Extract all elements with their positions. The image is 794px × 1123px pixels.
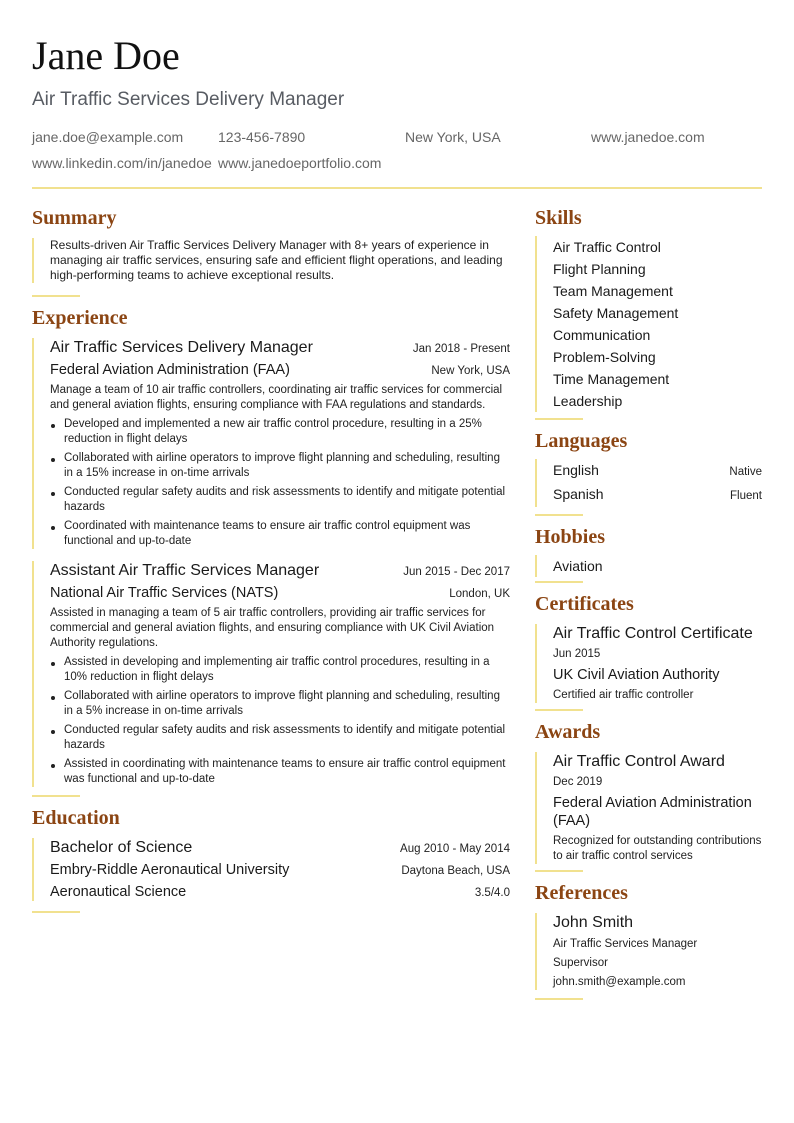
- certificate-entry: [535, 624, 762, 703]
- language-level: Native: [729, 466, 762, 478]
- reference-relation: Supervisor: [553, 957, 608, 969]
- certificate-title: Air Traffic Control Certificate: [553, 625, 753, 642]
- portfolio-link[interactable]: www.janedoeportfolio.com: [218, 155, 382, 171]
- job-description: Manage a team of 10 air traffic controllers, coordinating air traffic services for commercial and general aviation flights, ensuring compliance with FAA regulations and standards.: [50, 384, 503, 411]
- section-divider: [535, 709, 583, 711]
- section-divider: [535, 998, 583, 1000]
- awards-section: [535, 720, 762, 872]
- section-divider: [535, 581, 583, 583]
- location-text: New York, USA: [405, 129, 501, 145]
- education-entry: [32, 838, 510, 901]
- header-divider: [32, 187, 762, 189]
- certificate-date: Jun 2015: [553, 648, 601, 660]
- languages-section: [535, 429, 762, 516]
- gpa-value: 3.5/4.0: [474, 887, 510, 899]
- school-location: Daytona Beach, USA: [401, 865, 510, 877]
- certificates-heading: Certificates: [535, 593, 634, 615]
- skill-item: Communication: [553, 327, 651, 343]
- job-org-row: [50, 361, 510, 379]
- certificates-section: [535, 592, 762, 711]
- language-name: Spanish: [553, 486, 604, 502]
- linkedin-link[interactable]: www.linkedin.com/in/janedoe: [32, 155, 212, 171]
- section-divider: [535, 870, 583, 872]
- reference-email-link[interactable]: john.smith@example.com: [553, 976, 686, 988]
- job-bullets: [50, 655, 510, 787]
- job-org: National Air Traffic Services (NATS): [50, 585, 279, 601]
- job-description: Assisted in managing a team of 5 air traffic controllers, providing air traffic services for commercial and general aviation flights, and ensuring compliance with UK Civil Aviation Authority regulations.: [50, 607, 495, 649]
- reference-role: Air Traffic Services Manager: [553, 938, 698, 950]
- award-issuer: Federal Aviation Administration (FAA): [553, 795, 752, 829]
- bullet-item: Assisted in developing and implementing air traffic control procedures, resulting in a 10% reduction in flight delays: [50, 655, 510, 685]
- hobbies-list: [535, 555, 762, 577]
- summary-body: [32, 238, 510, 283]
- email-link[interactable]: jane.doe@example.com: [32, 129, 184, 145]
- job-header: [50, 338, 510, 358]
- summary-section: [32, 206, 510, 297]
- award-description: Recognized for outstanding contributions to air traffic control services: [553, 835, 762, 862]
- skill-item: Problem-Solving: [553, 349, 656, 365]
- hobby-item: Aviation: [553, 558, 603, 574]
- bullet-item: Collaborated with airline operators to improve flight planning and scheduling, resulting in a 15% increase in on-time arrivals: [50, 451, 510, 481]
- website-link[interactable]: www.janedoe.com: [591, 129, 705, 145]
- experience-heading: Experience: [32, 307, 128, 329]
- language-level: Fluent: [730, 490, 762, 502]
- award-title: Air Traffic Control Award: [553, 753, 725, 770]
- hobbies-heading: Hobbies: [535, 526, 606, 548]
- job-org-row: [50, 584, 510, 602]
- section-divider: [535, 514, 583, 516]
- phone-text: 123-456-7890: [218, 129, 306, 145]
- school-name: Embry-Riddle Aeronautical University: [50, 862, 290, 878]
- school-row: [50, 861, 510, 879]
- bullet-item: Conducted regular safety audits and risk assessments to identify and mitigate potential hazards: [50, 485, 510, 515]
- field-row: [50, 883, 510, 901]
- references-section: [535, 881, 762, 1000]
- education-section: [32, 806, 510, 913]
- certificate-issuer: UK Civil Aviation Authority: [553, 667, 720, 683]
- bullet-item: Conducted regular safety audits and risk assessments to identify and mitigate potential hazards: [50, 723, 510, 753]
- language-name: English: [553, 462, 599, 478]
- bullet-item: Developed and implemented a new air traffic control procedure, resulting in a 25% reduction in flight delays: [50, 417, 510, 447]
- skill-item: Air Traffic Control: [553, 239, 661, 255]
- section-divider: [535, 418, 583, 420]
- certificate-description: Certified air traffic controller: [553, 689, 694, 701]
- skill-item: Flight Planning: [553, 261, 646, 277]
- job-entry: [32, 561, 510, 787]
- job-location: New York, USA: [431, 365, 510, 377]
- hobbies-section: [535, 525, 762, 583]
- education-heading: Education: [32, 807, 120, 829]
- job-location: London, UK: [449, 588, 510, 600]
- job-title: Air Traffic Services Delivery Manager: [50, 339, 313, 356]
- job-dates: Jun 2015 - Dec 2017: [403, 566, 510, 578]
- side-column: [535, 206, 762, 1000]
- skill-item: Time Management: [553, 371, 670, 387]
- bullet-item: Coordinated with maintenance teams to ensure air traffic control equipment was functional and up-to-date: [50, 519, 510, 549]
- section-divider: [32, 911, 80, 913]
- job-dates: Jan 2018 - Present: [412, 343, 510, 355]
- awards-heading: Awards: [535, 721, 601, 743]
- job-header: [50, 561, 510, 581]
- bullet-item: Collaborated with airline operators to improve flight planning and scheduling, resulting in a 5% increase in on-time arrivals: [50, 689, 510, 719]
- reference-entry: [535, 913, 762, 990]
- bullet-item: Assisted in coordinating with maintenance teams to ensure air traffic control equipment was functional and up-to-date: [50, 757, 510, 787]
- job-bullets: [50, 417, 510, 549]
- skill-item: Team Management: [553, 283, 673, 299]
- job-entry: [32, 338, 510, 549]
- main-column: [32, 206, 510, 913]
- skills-list: [535, 236, 762, 412]
- skill-item: Safety Management: [553, 305, 679, 321]
- reference-name: John Smith: [553, 914, 634, 931]
- job-org: Federal Aviation Administration (FAA): [50, 362, 290, 378]
- skills-heading: Skills: [535, 207, 582, 229]
- education-dates: Aug 2010 - May 2014: [400, 843, 510, 855]
- summary-text: Results-driven Air Traffic Services Delivery Manager with 8+ years of experience in managing air traffic services, ensuring safe and efficient flight operations, and leading high-performing teams to achieve exceptional results.: [50, 238, 503, 282]
- degree-row: [50, 838, 510, 858]
- job-title: Assistant Air Traffic Services Manager: [50, 562, 320, 579]
- candidate-name: Jane Doe: [32, 33, 180, 78]
- skills-section: [535, 206, 762, 420]
- skill-item: Leadership: [553, 393, 623, 409]
- language-item: [553, 459, 762, 483]
- languages-list: [535, 459, 762, 507]
- field-of-study: Aeronautical Science: [50, 884, 187, 900]
- candidate-title: Air Traffic Services Delivery Manager: [32, 89, 345, 110]
- language-item: [553, 483, 762, 507]
- section-divider: [32, 795, 80, 797]
- award-entry: [535, 752, 762, 864]
- section-divider: [32, 295, 80, 297]
- references-heading: References: [535, 882, 628, 904]
- degree-title: Bachelor of Science: [50, 839, 193, 856]
- summary-heading: Summary: [32, 207, 117, 229]
- award-date: Dec 2019: [553, 776, 603, 788]
- languages-heading: Languages: [535, 430, 628, 452]
- experience-section: [32, 306, 510, 797]
